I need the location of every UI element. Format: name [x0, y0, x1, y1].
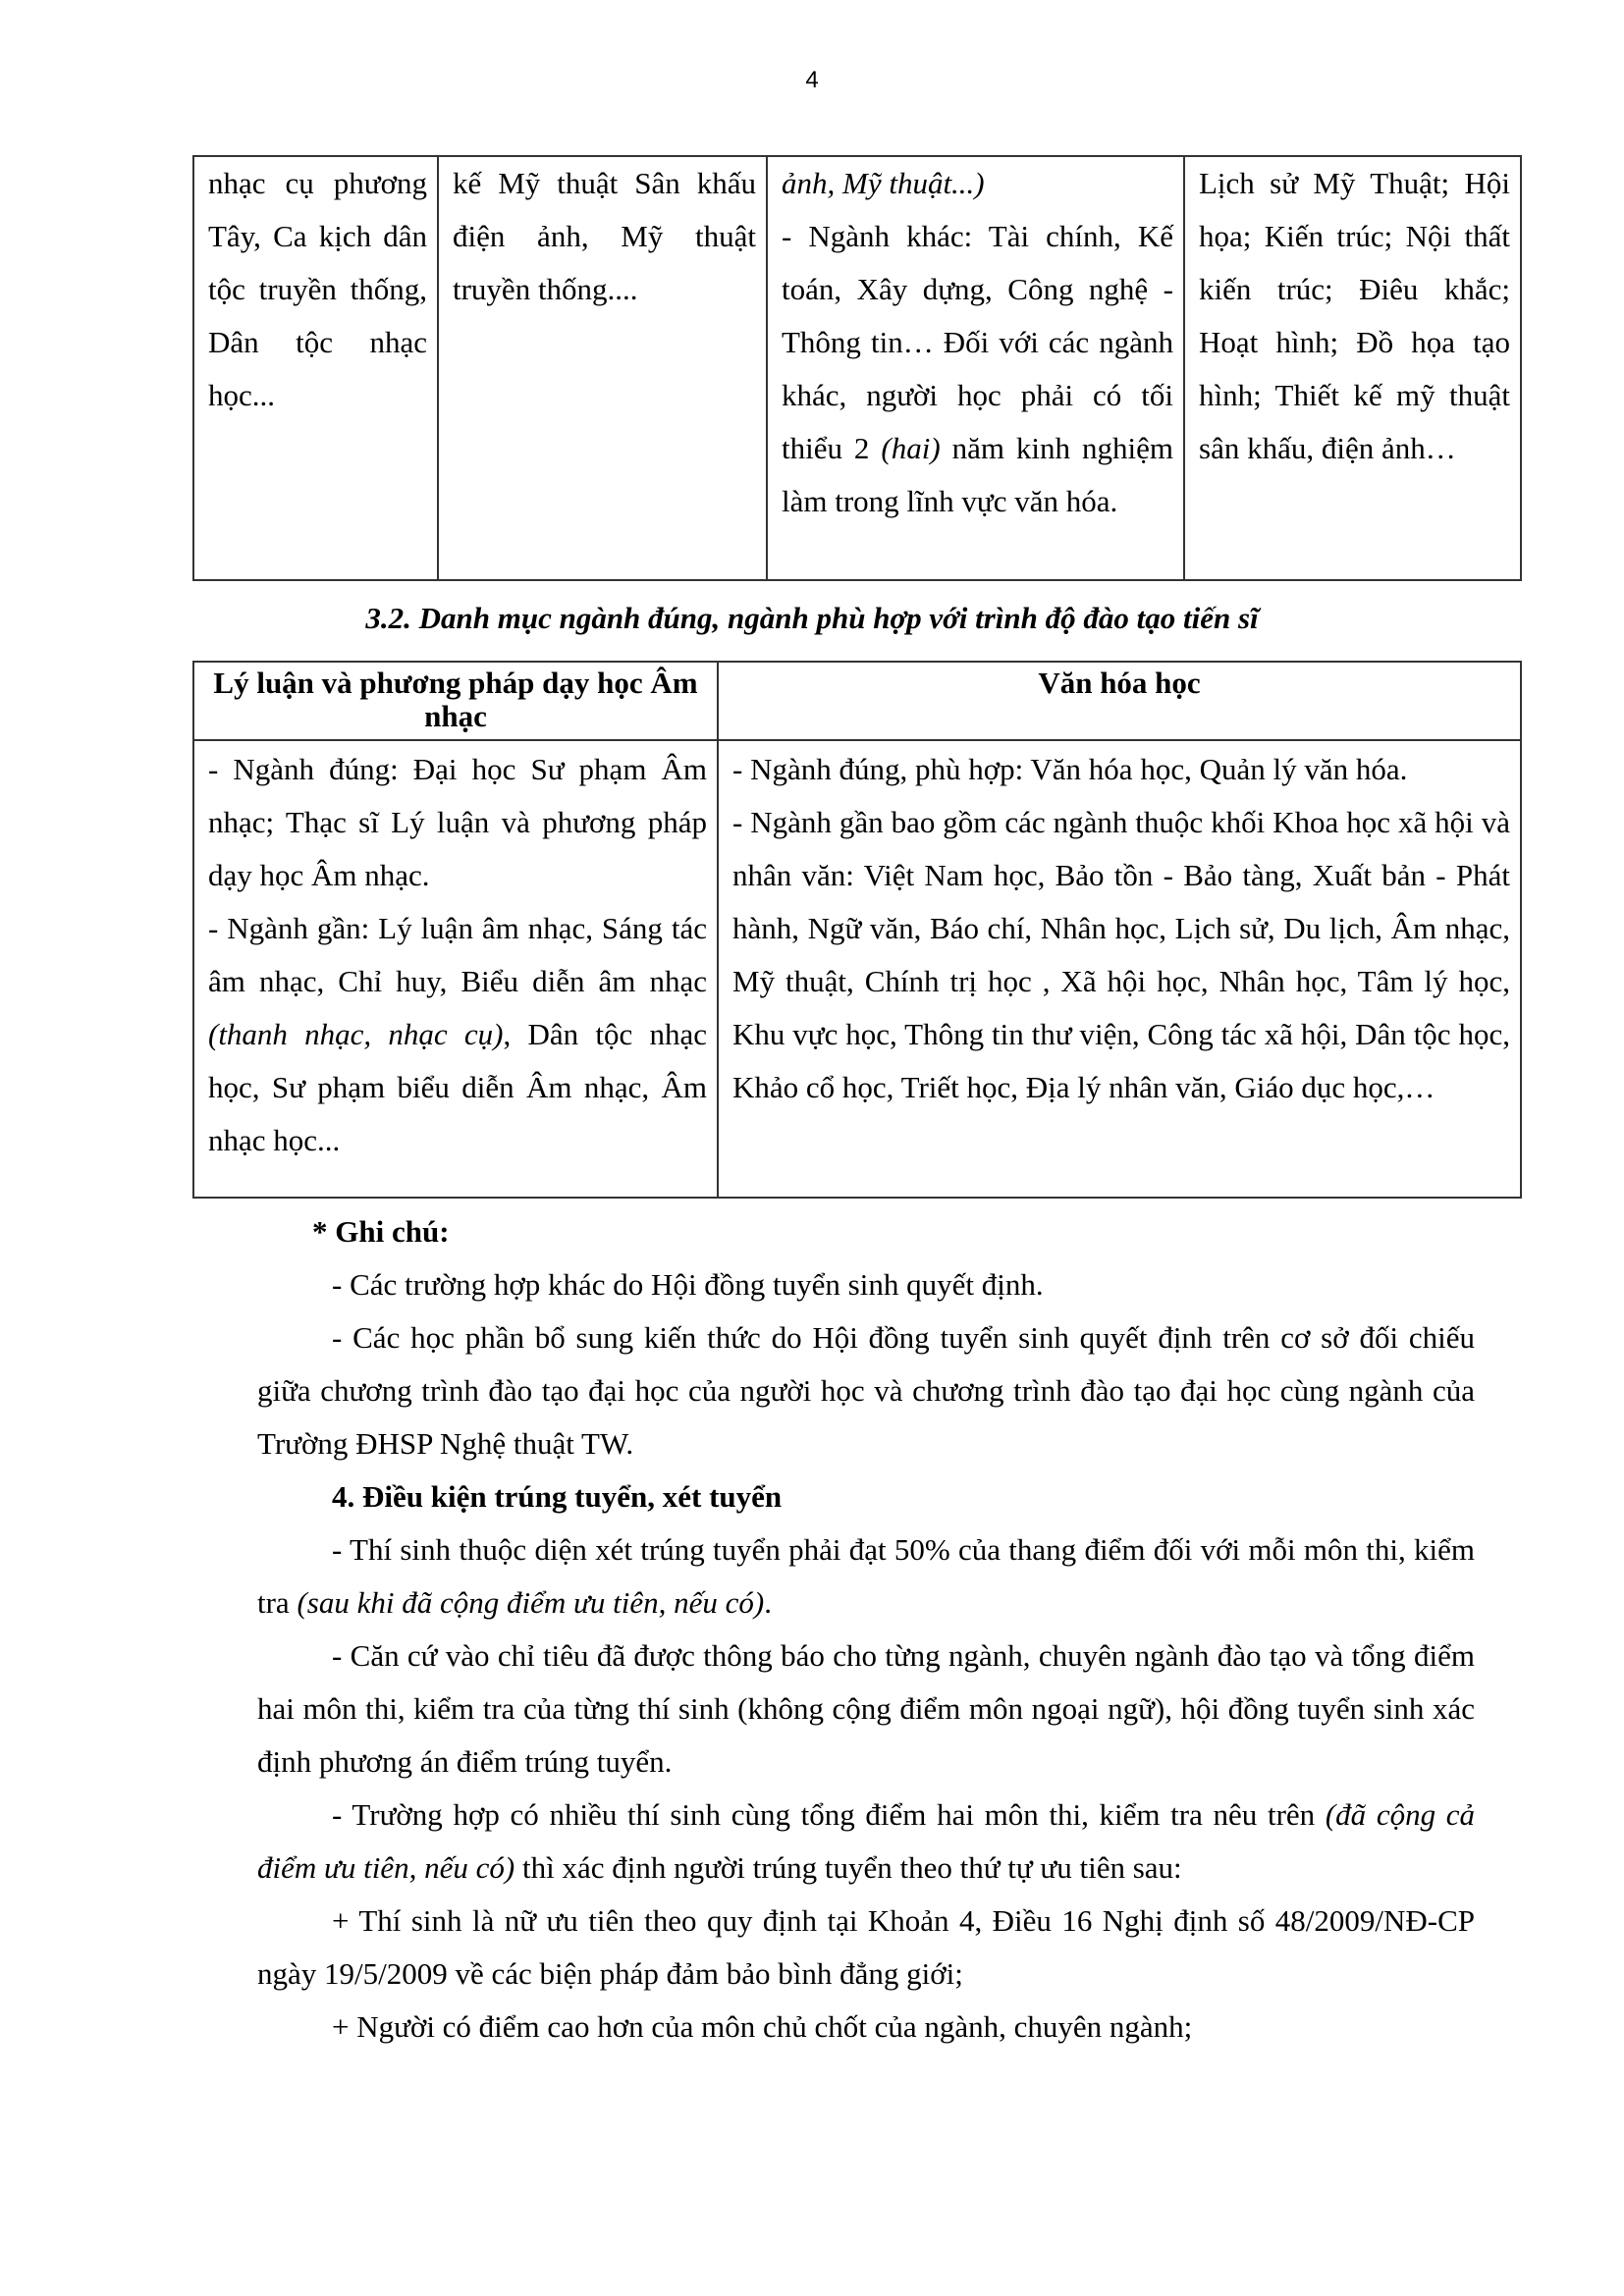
paragraph	[257, 1789, 1475, 1895]
table-cell	[767, 156, 1184, 580]
table-header-row	[193, 662, 1521, 740]
italic-text: (sau khi đã cộng điểm ưu tiên, nếu có)	[297, 1585, 765, 1620]
cell-text: - Ngành gần: Lý luận âm nhạc, Sáng tác âm nhạc, Chỉ huy, Biểu diễn âm nhạc	[208, 911, 707, 998]
cell-text: - Ngành đúng: Đại học Sư phạm Âm nhạc; Thạc sĩ Lý luận và phương pháp dạy học Âm nhạc.	[208, 752, 707, 892]
paragraph	[257, 1523, 1475, 1629]
italic-text: ảnh, Mỹ thuật...)	[782, 166, 985, 200]
admission-majors-table-continuation	[192, 155, 1522, 581]
page-number: 4	[805, 67, 819, 93]
column-header: Văn hóa học	[718, 662, 1521, 740]
table-cell	[718, 740, 1521, 1198]
italic-text: (đã cộng cả điểm ưu tiên, nếu có)	[257, 1797, 1476, 1885]
section-heading: 4. Điều kiện trúng tuyển, xét tuyển	[332, 1479, 783, 1514]
paragraph: - Căn cứ vào chỉ tiêu đã được thông báo cho từng ngành, chuyên ngành đào tạo và tổng điểm hai môn thi, kiểm tra của từng thí sinh (không cộng điểm môn ngoại ngữ), hội đồng tuyển sinh xác định phương án điểm trúng tuyển.	[257, 1638, 1475, 1779]
section-title: 3.2. Danh mục ngành đúng, ngành phù hợp với trình độ đào tạo tiến sĩ	[365, 601, 1259, 635]
paragraph-text: - Trường hợp có nhiều thí sinh cùng tổng điểm hai môn thi, kiểm tra nêu trên	[332, 1797, 1326, 1832]
table-cell: kế Mỹ thuật Sân khấu điện ảnh, Mỹ thuật truyền thống....	[438, 156, 767, 580]
doctoral-majors-table	[192, 661, 1522, 1199]
cell-text: năm kinh nghiệm làm trong lĩnh vực văn hóa.	[782, 431, 1173, 518]
document-body	[257, 1205, 1475, 2054]
paragraph: + Thí sinh là nữ ưu tiên theo quy định tại Khoản 4, Điều 16 Nghị định số 48/2009/NĐ-CP ngày 19/5/2009 về các biện pháp đảm bảo bình đẳng giới;	[257, 1903, 1475, 1991]
paragraph: + Người có điểm cao hơn của môn chủ chốt của ngành, chuyên ngành;	[332, 2009, 1193, 2044]
cell-text: - Ngành khác: Tài chính, Kế toán, Xây dựng, Công nghệ - Thông tin… Đối với các ngành khác, người học phải có tối thiểu 2	[782, 219, 1173, 465]
cell-text: - Ngành đúng, phù hợp: Văn hóa học, Quản lý văn hóa.	[732, 752, 1408, 786]
cell-text: , Dân tộc nhạc học, Sư phạm biểu diễn Âm nhạc, Âm nhạc học...	[208, 1017, 707, 1157]
paragraph-text: - Thí sinh thuộc diện xét trúng tuyển phải đạt 50% của thang điểm đối với mỗi môn thi, kiểm tra	[257, 1532, 1475, 1620]
note-item: - Các trường hợp khác do Hội đồng tuyển sinh quyết định.	[332, 1267, 1044, 1302]
paragraph-text: .	[764, 1585, 772, 1620]
cell-text: - Ngành gần bao gồm các ngành thuộc khối Khoa học xã hội và nhân văn: Việt Nam học, Bảo tồn - Bảo tàng, Xuất bản - Phát hành, Ngữ văn, Báo chí, Nhân học, Lịch sử, Du lịch, Âm nhạc, Mỹ thuật, Chính trị học , Xã hội học, Nhân học, Tâm lý học, Khu vực học, Thông tin thư viện, Công tác xã hội, Dân tộc học, Khảo cổ học, Triết học, Địa lý nhân văn, Giáo dục học,…	[732, 805, 1510, 1104]
table-cell: nhạc cụ phương Tây, Ca kịch dân tộc truyền thống, Dân tộc nhạc học...	[193, 156, 438, 580]
table-row	[193, 156, 1521, 580]
paragraph-text: thì xác định người trúng tuyển theo thứ tự ưu tiên sau:	[514, 1850, 1182, 1885]
column-header: Lý luận và phương pháp dạy học Âm nhạc	[193, 662, 718, 740]
italic-text: (hai)	[881, 431, 941, 465]
notes-title: * Ghi chú:	[312, 1214, 450, 1249]
table-cell: Lịch sử Mỹ Thuật; Hội họa; Kiến trúc; Nội thất kiến trúc; Điêu khắc; Hoạt hình; Đồ họa tạo hình; Thiết kế mỹ thuật sân khấu, điện ảnh…	[1184, 156, 1521, 580]
table-cell	[193, 740, 718, 1198]
italic-text: (thanh nhạc, nhạc cụ)	[208, 1017, 504, 1051]
note-item: - Các học phần bổ sung kiến thức do Hội đồng tuyển sinh quyết định trên cơ sở đối chiếu giữa chương trình đào tạo đại học của người học và chương trình đào tạo đại học cùng ngành của Trường ĐHSP Nghệ thuật TW.	[257, 1320, 1475, 1461]
table-row	[193, 740, 1521, 1198]
